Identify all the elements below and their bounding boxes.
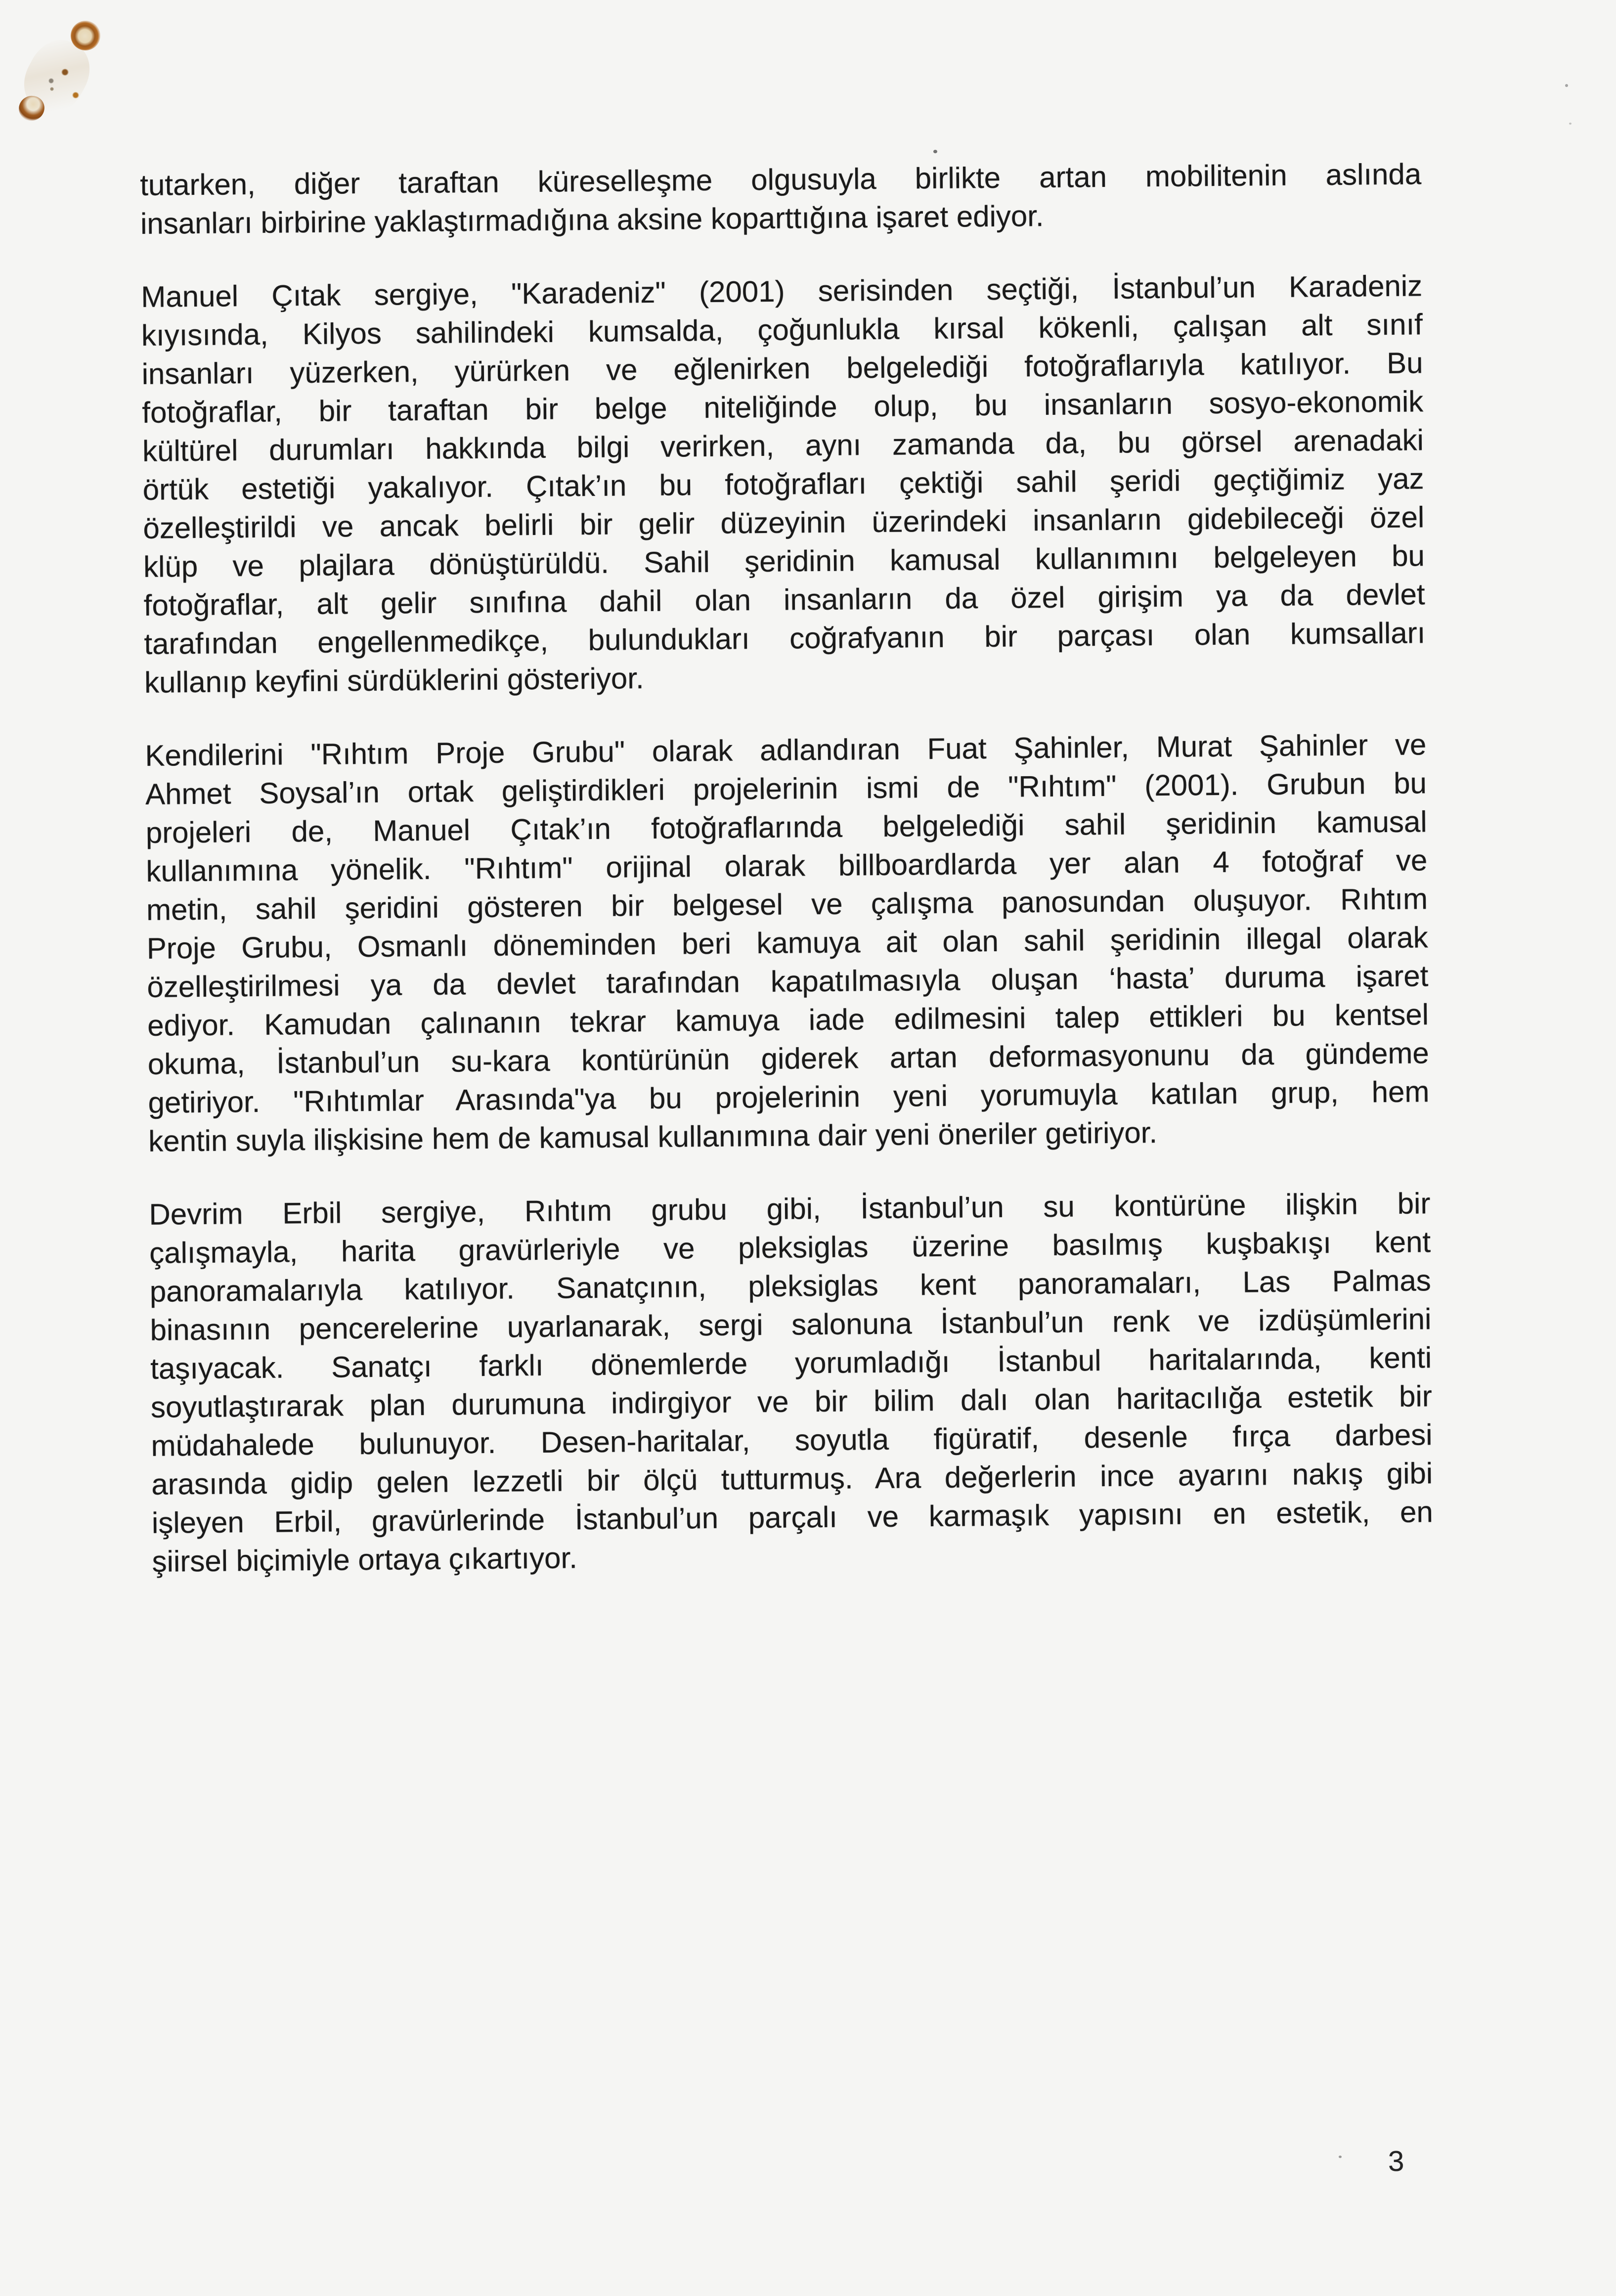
- text-line: soyutlaştırarak plan durumuna indirgiyor ve bir bilim dalı olan haritacılığa estetik bir: [150, 1379, 1433, 1424]
- text-line: özelleştirilmesi ya da devlet tarafından kapatılmasıyla oluşan ‘hasta’ duruma işaret: [147, 959, 1429, 1004]
- text-line: panoramalarıyla katılıyor. Sanatçının, pleksiglas kent panoramaları, Las Palmas: [149, 1264, 1432, 1308]
- text-line: Kendilerini "Rıhtım Proje Grubu" olarak adlandıran Fuat Şahinler, Murat Şahinler ve: [145, 728, 1427, 772]
- paragraph: [140, 155, 1422, 243]
- page-number: 3: [1388, 2145, 1404, 2178]
- text-line: Ahmet Soysal’ın ortak geliştirdikleri projelerinin ismi de "Rıhtım" (2001). Grubun bu: [145, 766, 1427, 811]
- text-line: Devrim Erbil sergiye, Rıhtım grubu gibi, İstanbul’un su kontürüne ilişkin bir: [149, 1187, 1431, 1231]
- scan-speck: [1565, 84, 1568, 87]
- text-line: okuma, İstanbul’un su-kara kontürünün giderek artan deformasyonunu da gündeme: [147, 1036, 1430, 1081]
- rust-stain-dot-icon: [61, 69, 69, 76]
- scan-speck: [1569, 123, 1572, 125]
- text-line: fotoğraflar, bir taraftan bir belge niteliğinde olup, bu insanların sosyo-ekonomik: [142, 385, 1424, 429]
- text-line: işleyen Erbil, gravürlerinde İstanbul’un parçalı ve karmaşık yapısını en estetik, en: [151, 1495, 1434, 1540]
- stain-dot-icon: [50, 87, 54, 91]
- text-line: örtük estetiği yakalıyor. Çıtak’ın bu fotoğrafları çektiği sahil şeridi geçtiğimiz yaz: [142, 462, 1424, 506]
- text-line: binasının pencerelerine uyarlanarak, sergi salonuna İstanbul’un renk ve izdüşümlerini: [150, 1302, 1432, 1347]
- text-line: kullanıp keyfini sürdüklerini gösteriyor.: [144, 662, 644, 699]
- text-line: klüp ve plajlara dönüştürüldü. Sahil şeridinin kamusal kullanımını belgeleyen bu: [143, 539, 1425, 583]
- document-body: [140, 155, 1434, 1581]
- text-line: Manuel Çıtak sergiye, "Karadeniz" (2001) serisinden seçtiği, İstanbul’un Karadeniz: [141, 269, 1423, 313]
- text-line: şiirsel biçimiyle ortaya çıkartıyor.: [152, 1541, 578, 1578]
- text-line: tutarken, diğer taraftan küreselleşme olgusuyla birlikte artan mobilitenin aslında: [140, 157, 1422, 202]
- text-line: çalışmayla, harita gravürleriyle ve pleksiglas üzerine basılmış kuşbakışı kent: [149, 1225, 1431, 1270]
- text-line: getiriyor. "Rıhtımlar Arasında"ya bu projelerinin yeni yorumuyla katılan grup, hem: [148, 1075, 1430, 1119]
- text-line: özelleştirildi ve ancak belirli bir gelir düzeyinin üzerindeki insanların gidebileceği özel: [143, 500, 1425, 545]
- stain-dot-icon: [48, 78, 54, 84]
- text-line: insanları birbirine yaklaştırmadığına aksine koparttığına işaret ediyor.: [140, 199, 1044, 240]
- text-line: Proje Grubu, Osmanlı döneminden beri kamuya ait olan sahil şeridinin illegal olarak: [146, 921, 1429, 965]
- text-line: insanları yüzerken, yürürken ve eğlenirken belgelediği fotoğraflarıyla katılıyor. Bu: [141, 346, 1423, 391]
- text-line: kullanımına yönelik. "Rıhtım" orijinal olarak billboardlarda yer alan 4 fotoğraf ve: [146, 843, 1428, 888]
- text-line: tarafından engellenmedikçe, bulundukları coğrafyanın bir parçası olan kumsalları: [144, 616, 1426, 661]
- paragraph: [149, 1184, 1434, 1581]
- text-line: kıyısında, Kilyos sahilindeki kumsalda, çoğunlukla kırsal kökenli, çalışan alt sınıf: [141, 308, 1423, 352]
- text-line: arasında gidip gelen lezzetli bir ölçü tutturmuş. Ara değerlerin ince ayarını nakış gibi: [151, 1457, 1433, 1501]
- text-line: projeleri de, Manuel Çıtak’ın fotoğraflarında belgelediği sahil şeridinin kamusal: [145, 805, 1427, 849]
- text-line: metin, sahil şeridini gösteren bir belgesel ve çalışma panosundan oluşuyor. Rıhtım: [146, 882, 1428, 927]
- scan-speck: [933, 150, 937, 153]
- text-line: fotoğraflar, alt gelir sınıfına dahil olan insanların da özel girişim ya da devlet: [143, 577, 1425, 622]
- paragraph: [141, 266, 1426, 702]
- text-line: müdahalede bulunuyor. Desen-haritalar, soyutla figüratif, desenle fırça darbesi: [151, 1418, 1433, 1462]
- rust-stain-dot-icon: [72, 92, 79, 98]
- text-line: kentin suyla ilişkisine hem de kamusal kullanımına dair yeni öneriler getiriyor.: [148, 1116, 1158, 1158]
- scan-speck: [1339, 2156, 1342, 2158]
- text-line: ediyor. Kamudan çalınanın tekrar kamuya iade edilmesini talep ettikleri bu kentsel: [147, 998, 1429, 1042]
- text-line: taşıyacak. Sanatçı farklı dönemlerde yorumladığı İstanbul haritalarında, kenti: [150, 1341, 1432, 1385]
- paragraph: [145, 725, 1430, 1161]
- text-line: kültürel durumları hakkında bilgi verirken, aynı zamanda da, bu görsel arenadaki: [142, 423, 1424, 468]
